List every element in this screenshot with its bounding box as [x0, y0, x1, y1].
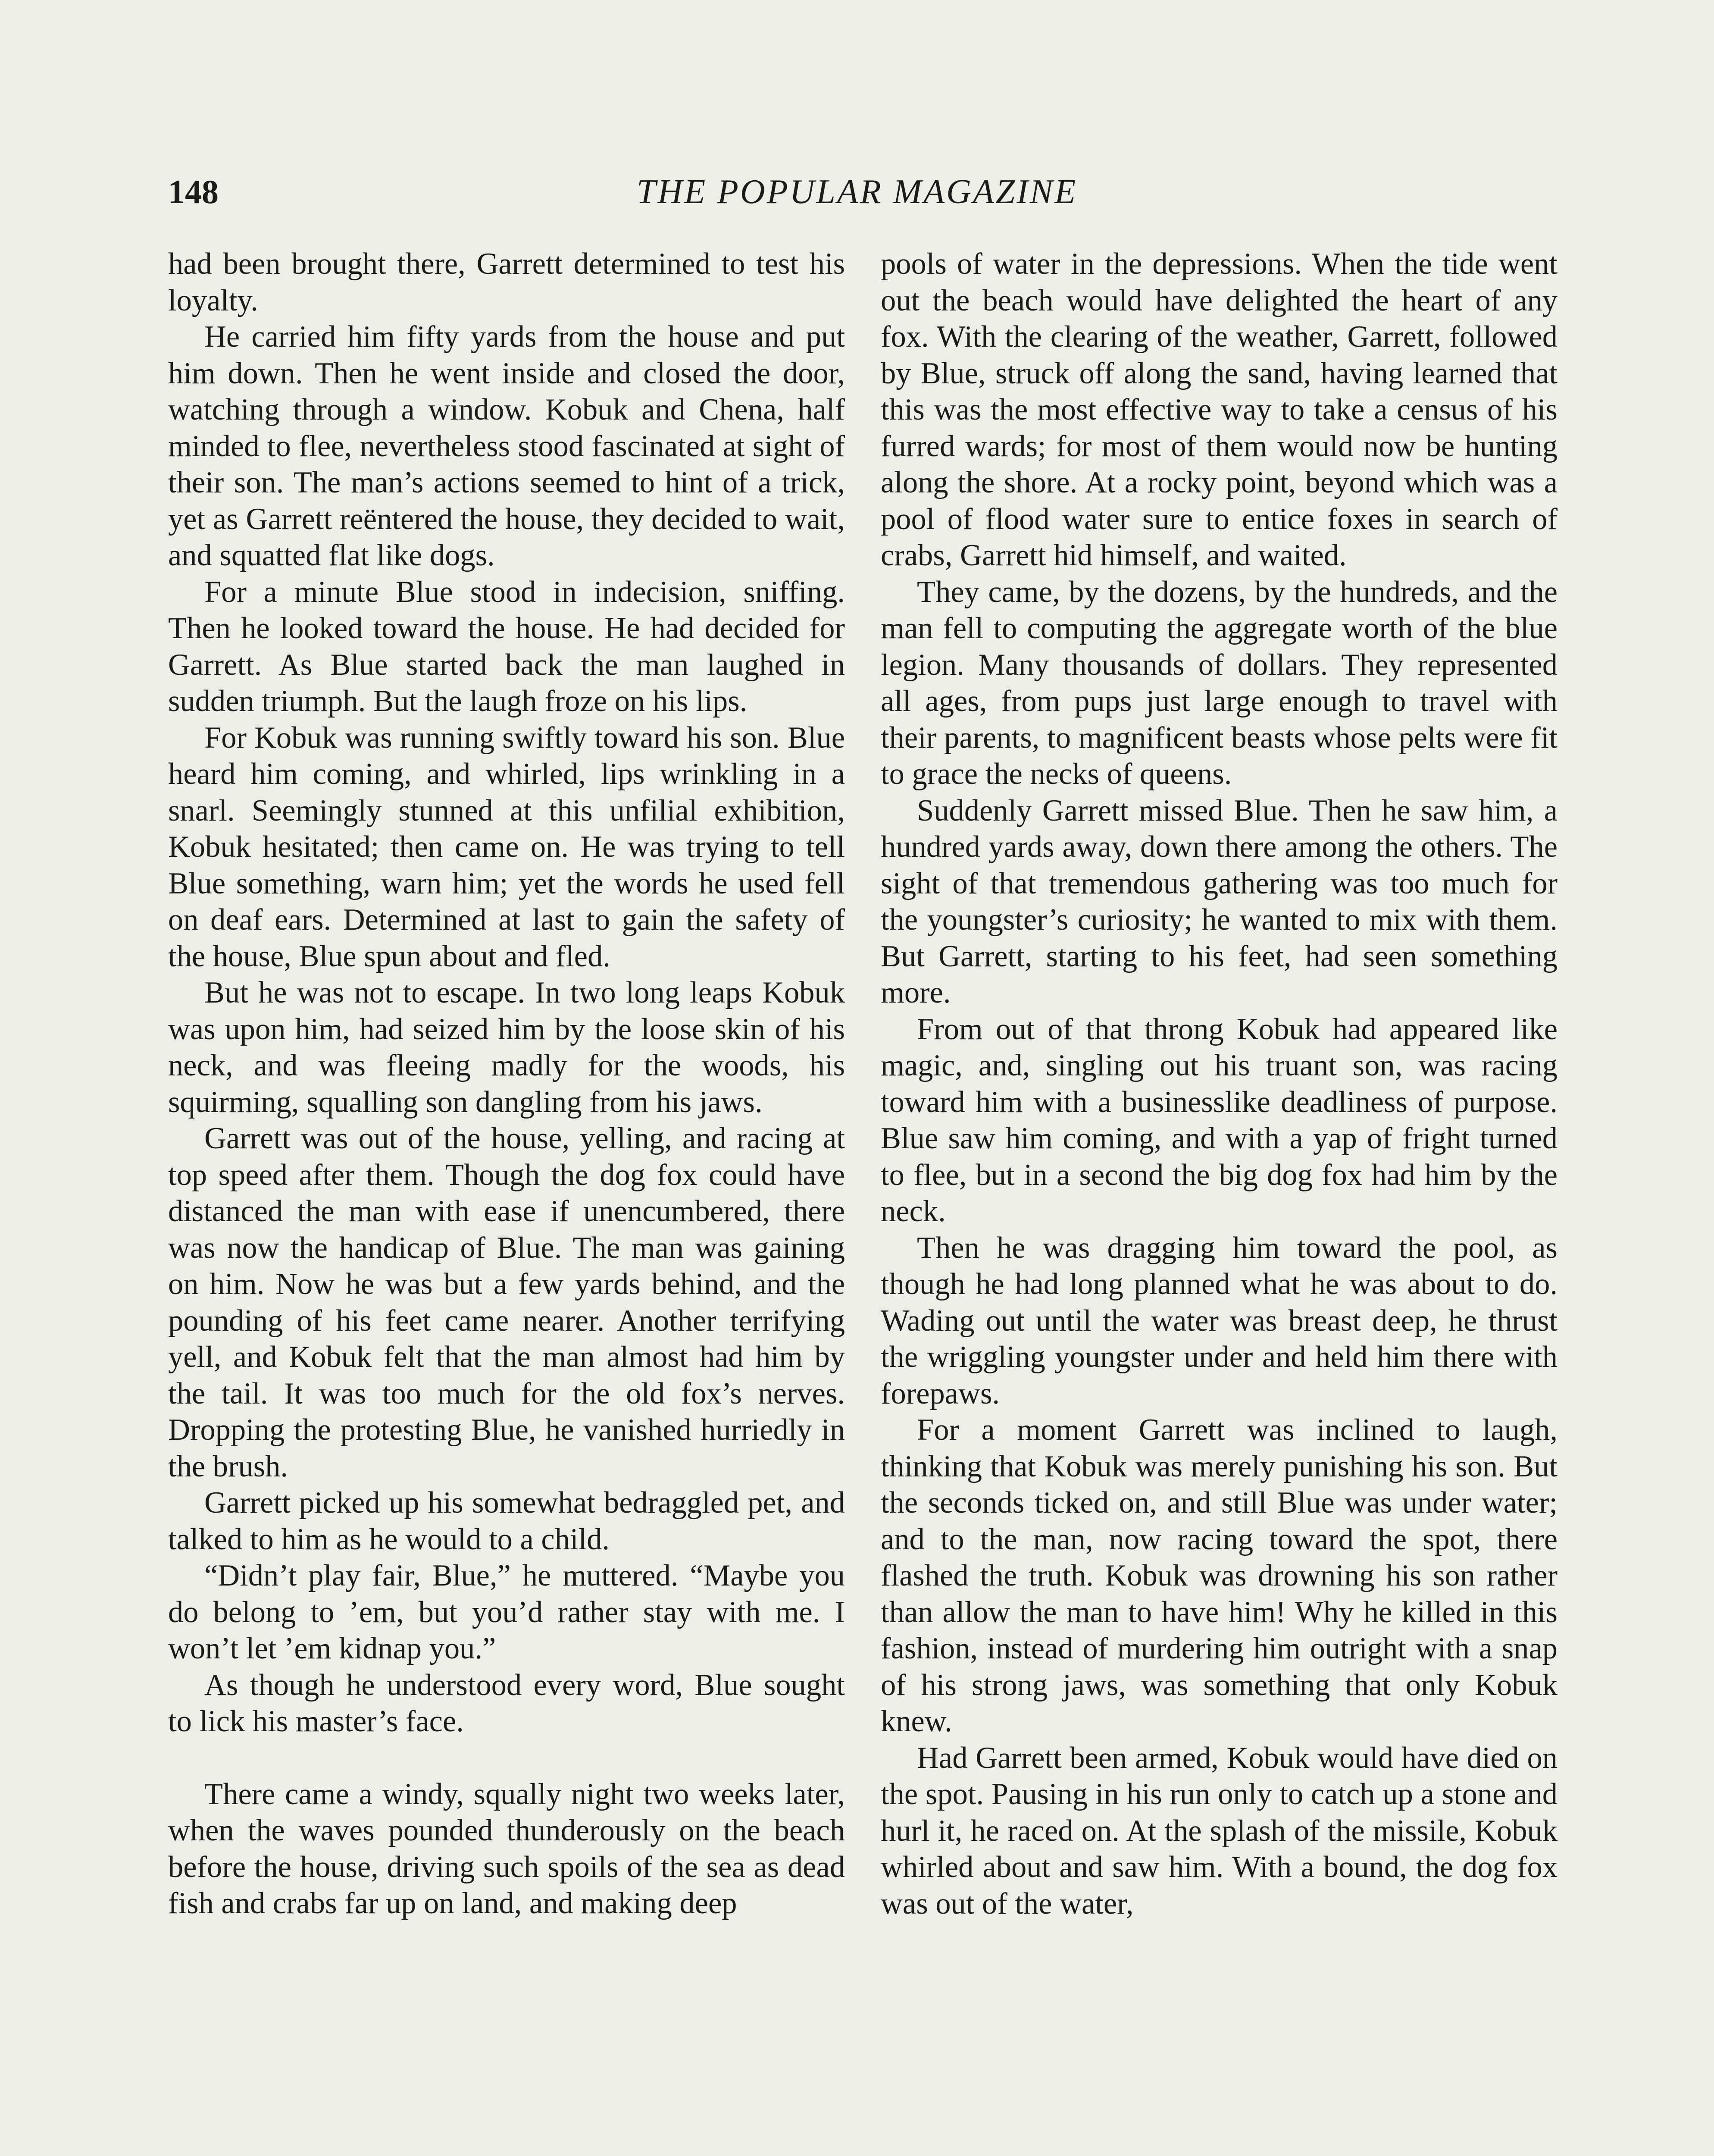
paragraph: There came a windy, squally night two weeks later, when the waves pounded thunderously on the beach before the house, driving such spoils of the sea as dead fish and crabs far up on land, and making deep — [168, 1777, 845, 1920]
paragraph: As though he understood every word, Blue sought to lick his master’s face. — [168, 1668, 845, 1738]
paragraph: For Kobuk was running swiftly toward his son. Blue heard him coming, and whirled, lips wrinkling in a snarl. Seemingly stunned at this unfilial exhibition, Kobuk hesitated; then came on. He was trying to tell Blue something, warn him; yet the words he used fell on deaf ears. Determined at last to gain the safety of the house, Blue spun about and fled. — [168, 721, 845, 973]
paragraph: But he was not to escape. In two long leaps Kobuk was upon him, had seized him by the loose skin of his neck, and was fleeing madly for the woods, his squirming, squalling son dangling from his jaws. — [168, 976, 845, 1119]
paragraph: “Didn’t play fair, Blue,” he muttered. “Maybe you do belong to ’em, but you’d rather stay with me. I won’t let ’em kidnap you.” — [168, 1559, 845, 1665]
paragraph: They came, by the dozens, by the hundreds, and the man fell to computing the aggregate worth of the blue legion. Many thousands of dollars. They represented all ages, from pups just large enough to travel with their parents, to magnificent beasts whose pelts were fit to grace the necks of queens. — [881, 575, 1558, 791]
page-number: 148 — [168, 173, 219, 210]
paragraph: From out of that throng Kobuk had appeared like magic, and, singling out his truant son, was racing toward him with a businesslike deadliness of purpose. Blue saw him coming, and with a yap of fright turned to flee, but in a second the big dog fox had him by the neck. — [881, 1012, 1558, 1228]
paragraph: For a moment Garrett was inclined to laugh, thinking that Kobuk was merely punishing his son. But the seconds ticked on, and still Blue was under water; and to the man, now racing toward the spot, there flashed the truth. Kobuk was drowning his son rather than allow the man to have him! Why he killed in this fashion, instead of murdering him outright with a snap of his strong jaws, was something that only Kobuk knew. — [881, 1413, 1558, 1738]
running-header — [168, 166, 1546, 218]
paragraph: Garrett picked up his somewhat bedraggled pet, and talked to him as he would to a child. — [168, 1486, 845, 1556]
paragraph: Garrett was out of the house, yelling, and racing at top speed after them. Though the dog fox could have distanced the man with ease if unencumbered, there was now the handicap of Blue. The man was gaining on him. Now he was but a few yards behind, and the pounding of his feet came nearer. Another terrifying yell, and Kobuk felt that the man almost had him by the tail. It was too much for the old fox’s nerves. Dropping the protesting Blue, he vanished hurriedly in the brush. — [168, 1122, 845, 1483]
paragraph: pools of water in the depressions. When the tide went out the beach would have delighted the heart of any fox. With the clearing of the weather, Garrett, followed by Blue, struck off along the sand, having learned that this was the most effective way to take a census of his furred wards; for most of them would now be hunting along the shore. At a rocky point, beyond which was a pool of flood water sure to entice foxes in search of crabs, Garrett hid himself, and waited. — [881, 247, 1558, 572]
paragraph: He carried him fifty yards from the house and put him down. Then he went inside and closed the door, watching through a window. Kobuk and Chena, half minded to flee, nevertheless stood fascinated at sight of their son. The man’s actions seemed to hint of a trick, yet as Garrett reëntered the house, they decided to wait, and squatted flat like dogs. — [168, 320, 845, 572]
paragraph: had been brought there, Garrett determined to test his loyalty. — [168, 247, 845, 317]
paragraph: For a minute Blue stood in indecision, sniffing. Then he looked toward the house. He had decided for Garrett. As Blue started back the man laughed in sudden triumph. But the laugh froze on his lips. — [168, 575, 845, 718]
paragraph: Had Garrett been armed, Kobuk would have died on the spot. Pausing in his run only to catch up a stone and hurl it, he raced on. At the splash of the missile, Kobuk whirled about and saw him. With a bound, the dog fox was out of the water, — [881, 1741, 1558, 1921]
paragraph: Suddenly Garrett missed Blue. Then he saw him, a hundred yards away, down there among the others. The sight of that tremendous gathering was too much for the youngster’s curiosity; he wanted to mix with them. But Garrett, starting to his feet, had seen something more. — [881, 793, 1558, 1009]
paragraph: Then he was dragging him toward the pool, as though he had long planned what he was about to do. Wading out until the water was breast deep, he thrust the wriggling youngster under and held him there with forepaws. — [881, 1231, 1558, 1410]
left-column — [168, 246, 845, 1922]
magazine-title: THE POPULAR MAGAZINE — [636, 173, 1078, 211]
right-column — [881, 246, 1558, 1922]
